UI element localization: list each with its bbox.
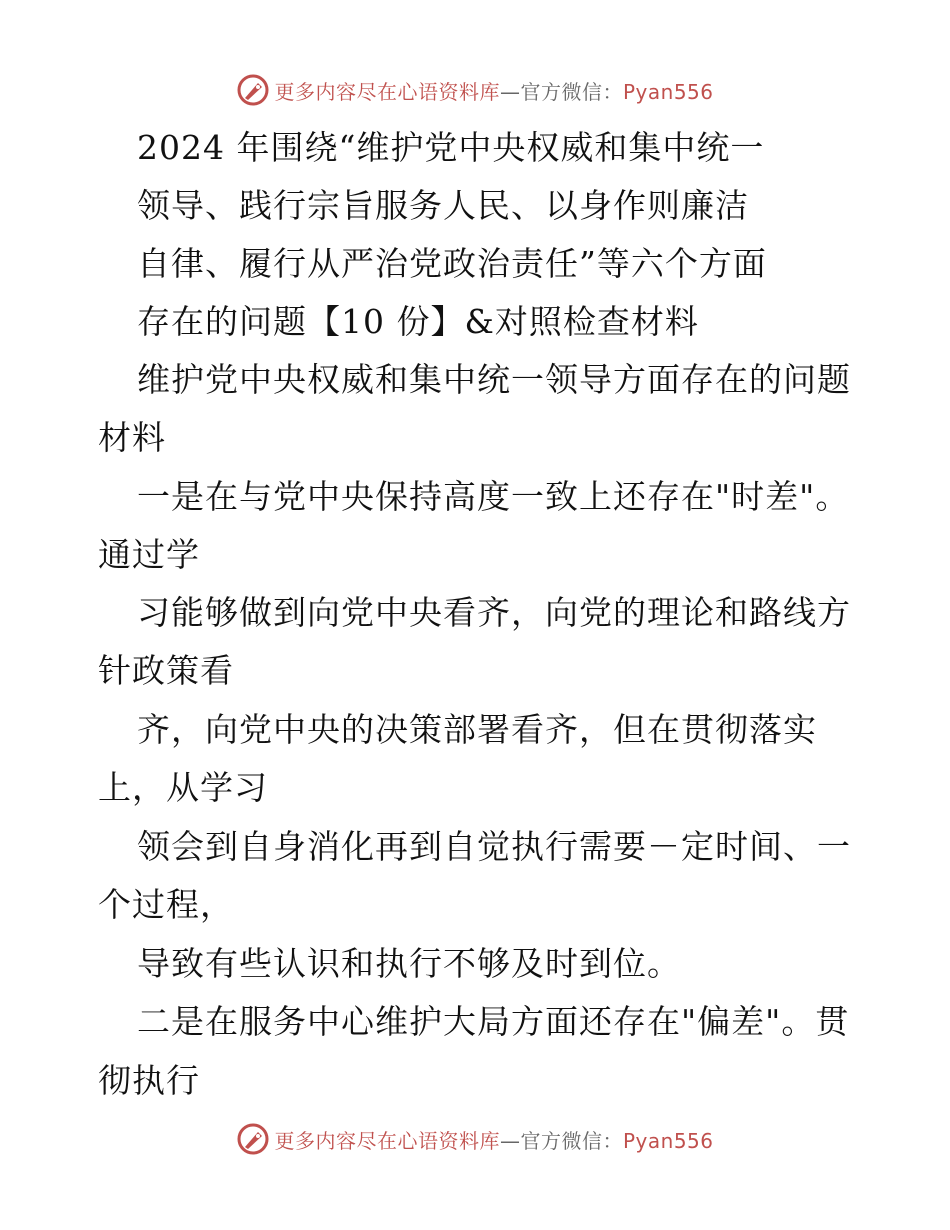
footer-watermark [0,1119,950,1159]
watermark-main: 更多内容尽在心语资料库 [274,1128,500,1153]
watermark-text [274,76,713,105]
watermark-separator: — [499,1128,521,1153]
header-watermark [0,70,950,110]
wechat-id: Pyan556 [622,79,714,104]
paragraph-line: 彻执行 [98,1061,200,1100]
paragraph-line: 一是在与党中央保持高度一致上还存在"时差"。 [137,477,850,516]
paragraph-line: 齐，向党中央的决策部署看齐，但在贯彻落实 [137,710,817,749]
paragraph-line: 二是在服务中心维护大局方面还存在"偏差"。贯 [137,1002,850,1041]
paragraph-line: 导致有些认识和执行不够及时到位。 [137,944,681,983]
watermark-text [274,1125,713,1154]
paragraph-line: 领会到自身消化再到自觉执行需要－定时间、一 [137,827,851,866]
paragraph-line: 维护党中央权威和集中统一领导方面存在的问题 [137,360,851,399]
wechat-id: Pyan556 [622,1128,714,1153]
paragraph-line: 领导、践行宗旨服务人民、以身作则廉洁 [137,186,749,225]
wechat-label: 官方微信： [520,79,623,104]
paragraph-line: 通过学 [98,535,200,574]
paragraph-line: 习能够做到向党中央看齐，向党的理论和路线方 [137,593,851,632]
watermark-main: 更多内容尽在心语资料库 [274,79,500,104]
paragraph-line: 材料 [98,418,166,457]
paragraph-line: 针政策看 [98,651,234,690]
pen-nib-logo-icon [236,1122,270,1156]
wechat-label: 官方微信： [520,1128,623,1153]
paragraph-line: 自律、履行从严治党政治责任”等六个方面 [137,244,767,283]
watermark-separator: — [499,79,521,104]
paragraph-line: 2024 年围绕“维护党中央权威和集中统一 [137,128,765,167]
paragraph-line: 个过程， [98,885,234,924]
paragraph-line: 存在的问题【10 份】&对照检查材料 [137,302,699,341]
paragraph-line: 上，从学习 [98,768,268,807]
pen-nib-logo-icon [236,73,270,107]
